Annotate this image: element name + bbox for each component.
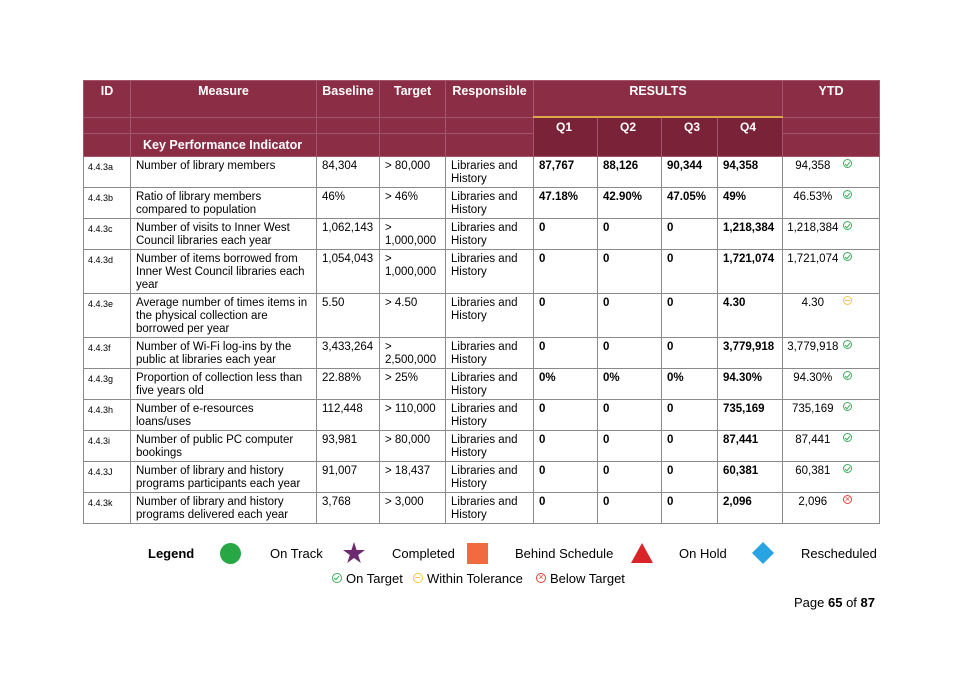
header-q2: Q2 [598, 117, 662, 156]
cell-q4: 94,358 [718, 156, 783, 187]
table-row [84, 368, 880, 399]
cell-q1: 0 [534, 461, 598, 492]
cell-q1: 0% [534, 368, 598, 399]
cell-baseline: 112,448 [317, 399, 380, 430]
on-target-icon [843, 340, 852, 349]
cell-q1: 0 [534, 337, 598, 368]
cell-q4: 49% [718, 187, 783, 218]
cell-q4: 4.30 [718, 293, 783, 337]
cell-measure: Average number of times items in the physical collection are borrowed per year [131, 293, 317, 337]
cell-target: > 1,000,000 [380, 249, 446, 293]
cell-id: 4.4.3b [84, 187, 131, 218]
header-id: ID [84, 81, 131, 118]
cell-baseline: 46% [317, 187, 380, 218]
cell-responsible: Libraries and History [446, 156, 534, 187]
cell-q4: 60,381 [718, 461, 783, 492]
cell-responsible: Libraries and History [446, 492, 534, 523]
cell-ytd: 2,096 [783, 492, 843, 523]
cell-status [843, 293, 880, 337]
cell-id: 4.4.3e [84, 293, 131, 337]
cell-ytd: 4.30 [783, 293, 843, 337]
cell-q3: 0% [662, 368, 718, 399]
cell-q1: 0 [534, 399, 598, 430]
cell-status [843, 218, 880, 249]
cell-q1: 0 [534, 218, 598, 249]
cell-measure: Number of e-resources loans/uses [131, 399, 317, 430]
cell-q4: 94.30% [718, 368, 783, 399]
cell-responsible: Libraries and History [446, 187, 534, 218]
cell-q1: 0 [534, 249, 598, 293]
cell-baseline: 3,768 [317, 492, 380, 523]
on-target-icon [843, 159, 852, 168]
header-kpi: Key Performance Indicator [131, 133, 317, 156]
cell-measure: Number of items borrowed from Inner West Council libraries each year [131, 249, 317, 293]
status-legend [0, 570, 955, 586]
cell-target: > 46% [380, 187, 446, 218]
cell-ytd: 87,441 [783, 430, 843, 461]
header-q4: Q4 [718, 117, 783, 156]
cell-id: 4.4.3g [84, 368, 131, 399]
header-spacer [380, 117, 446, 133]
header-spacer [84, 117, 131, 133]
cell-status [843, 156, 880, 187]
header-ytd: YTD [783, 81, 880, 118]
cell-status [843, 187, 880, 218]
cell-q1: 87,767 [534, 156, 598, 187]
cell-id: 4.4.3h [84, 399, 131, 430]
cell-q3: 0 [662, 461, 718, 492]
cell-target: > 18,437 [380, 461, 446, 492]
table-row [84, 293, 880, 337]
cell-q2: 88,126 [598, 156, 662, 187]
cell-ytd: 60,381 [783, 461, 843, 492]
cell-q4: 1,721,074 [718, 249, 783, 293]
header-spacer [446, 117, 534, 133]
legend-on-hold: On Hold [679, 546, 727, 561]
table-row [84, 492, 880, 523]
behind-schedule-icon [467, 543, 488, 564]
within-tolerance-icon [843, 296, 852, 305]
table-row [84, 461, 880, 492]
cell-q4: 735,169 [718, 399, 783, 430]
cell-id: 4.4.3c [84, 218, 131, 249]
on-target-icon [843, 221, 852, 230]
cell-id: 4.4.3i [84, 430, 131, 461]
header-responsible: Responsible [446, 81, 534, 118]
header-spacer [84, 133, 131, 156]
completed-icon [343, 542, 365, 564]
header-spacer [446, 133, 534, 156]
cell-measure: Number of library members [131, 156, 317, 187]
cell-responsible: Libraries and History [446, 337, 534, 368]
cell-q2: 0 [598, 218, 662, 249]
legend-title: Legend [148, 546, 195, 561]
cell-ytd: 1,218,384 [783, 218, 843, 249]
cell-target: > 2,500,000 [380, 337, 446, 368]
cell-q3: 0 [662, 249, 718, 293]
cell-q2: 0 [598, 461, 662, 492]
below-target-icon [536, 573, 546, 583]
below-target-icon [843, 495, 852, 504]
cell-status [843, 368, 880, 399]
cell-q3: 0 [662, 430, 718, 461]
cell-status [843, 461, 880, 492]
cell-ytd: 735,169 [783, 399, 843, 430]
cell-q3: 0 [662, 218, 718, 249]
legend-behind-schedule: Behind Schedule [515, 546, 614, 561]
status-on-target: On Target [346, 571, 403, 586]
cell-q2: 0 [598, 492, 662, 523]
table-row [84, 218, 880, 249]
on-target-icon [843, 252, 852, 261]
on-target-icon [843, 402, 852, 411]
header-q3: Q3 [662, 117, 718, 156]
cell-q4: 87,441 [718, 430, 783, 461]
cell-q3: 0 [662, 492, 718, 523]
cell-status [843, 430, 880, 461]
cell-target: > 1,000,000 [380, 218, 446, 249]
cell-baseline: 1,062,143 [317, 218, 380, 249]
on-hold-icon [631, 543, 653, 563]
cell-q3: 0 [662, 293, 718, 337]
table-row [84, 399, 880, 430]
cell-q4: 2,096 [718, 492, 783, 523]
header-measure: Measure [131, 81, 317, 118]
cell-measure: Number of public PC computer bookings [131, 430, 317, 461]
cell-q2: 0 [598, 430, 662, 461]
cell-id: 4.4.3f [84, 337, 131, 368]
cell-q1: 47.18% [534, 187, 598, 218]
legend [0, 540, 955, 570]
header-results: RESULTS [534, 81, 783, 118]
header-target: Target [380, 81, 446, 118]
cell-baseline: 91,007 [317, 461, 380, 492]
rescheduled-icon [752, 542, 774, 564]
cell-responsible: Libraries and History [446, 293, 534, 337]
cell-q4: 1,218,384 [718, 218, 783, 249]
cell-responsible: Libraries and History [446, 249, 534, 293]
cell-ytd: 1,721,074 [783, 249, 843, 293]
cell-q2: 42.90% [598, 187, 662, 218]
kpi-table-body [84, 156, 880, 523]
page-number [794, 595, 875, 610]
cell-q2: 0 [598, 337, 662, 368]
cell-baseline: 22.88% [317, 368, 380, 399]
page-of: of [846, 595, 857, 610]
cell-responsible: Libraries and History [446, 368, 534, 399]
cell-status [843, 492, 880, 523]
cell-id: 4.4.3d [84, 249, 131, 293]
cell-responsible: Libraries and History [446, 461, 534, 492]
cell-ytd: 3,779,918 [783, 337, 843, 368]
cell-q2: 0 [598, 249, 662, 293]
header-spacer [317, 117, 380, 133]
cell-id: 4.4.3J [84, 461, 131, 492]
header-baseline: Baseline [317, 81, 380, 118]
cell-ytd: 94,358 [783, 156, 843, 187]
cell-q4: 3,779,918 [718, 337, 783, 368]
cell-id: 4.4.3a [84, 156, 131, 187]
legend-on-track: On Track [270, 546, 323, 561]
cell-status [843, 337, 880, 368]
legend-rescheduled: Rescheduled [801, 546, 877, 561]
cell-q1: 0 [534, 430, 598, 461]
cell-target: > 110,000 [380, 399, 446, 430]
cell-baseline: 93,981 [317, 430, 380, 461]
on-target-icon [843, 433, 852, 442]
header-spacer [783, 133, 880, 156]
cell-target: > 3,000 [380, 492, 446, 523]
on-target-icon [843, 190, 852, 199]
header-spacer [783, 117, 880, 133]
header-spacer [380, 133, 446, 156]
page-current: 65 [827, 595, 843, 610]
on-target-icon [843, 371, 852, 380]
cell-q3: 47.05% [662, 187, 718, 218]
cell-q3: 90,344 [662, 156, 718, 187]
table-row [84, 337, 880, 368]
cell-responsible: Libraries and History [446, 399, 534, 430]
cell-measure: Number of library and history programs delivered each year [131, 492, 317, 523]
cell-ytd: 46.53% [783, 187, 843, 218]
within-tolerance-icon [413, 573, 423, 583]
on-track-icon [220, 543, 241, 564]
cell-responsible: Libraries and History [446, 218, 534, 249]
cell-target: > 80,000 [380, 430, 446, 461]
status-within-tolerance: Within Tolerance [427, 571, 523, 586]
table-row [84, 249, 880, 293]
table-row [84, 156, 880, 187]
kpi-table [83, 80, 880, 524]
cell-status [843, 399, 880, 430]
cell-baseline: 5.50 [317, 293, 380, 337]
cell-q2: 0% [598, 368, 662, 399]
page-prefix: Page [793, 595, 825, 610]
cell-target: > 4.50 [380, 293, 446, 337]
cell-q1: 0 [534, 293, 598, 337]
table-row [84, 430, 880, 461]
cell-measure: Proportion of collection less than five years old [131, 368, 317, 399]
header-spacer [131, 117, 317, 133]
cell-status [843, 249, 880, 293]
cell-baseline: 1,054,043 [317, 249, 380, 293]
header-spacer [317, 133, 380, 156]
cell-baseline: 84,304 [317, 156, 380, 187]
cell-id: 4.4.3k [84, 492, 131, 523]
cell-q2: 0 [598, 293, 662, 337]
cell-responsible: Libraries and History [446, 430, 534, 461]
on-target-icon [332, 573, 342, 583]
page-total: 87 [860, 595, 875, 610]
cell-target: > 80,000 [380, 156, 446, 187]
cell-measure: Ratio of library members compared to population [131, 187, 317, 218]
legend-completed: Completed [392, 546, 455, 561]
table-row [84, 187, 880, 218]
status-below-target: Below Target [550, 571, 625, 586]
cell-measure: Number of visits to Inner West Council libraries each year [131, 218, 317, 249]
header-q1: Q1 [534, 117, 598, 156]
cell-q3: 0 [662, 337, 718, 368]
cell-q1: 0 [534, 492, 598, 523]
cell-target: > 25% [380, 368, 446, 399]
cell-baseline: 3,433,264 [317, 337, 380, 368]
cell-measure: Number of Wi-Fi log-ins by the public at libraries each year [131, 337, 317, 368]
cell-measure: Number of library and history programs participants each year [131, 461, 317, 492]
cell-q2: 0 [598, 399, 662, 430]
cell-ytd: 94.30% [783, 368, 843, 399]
on-target-icon [843, 464, 852, 473]
cell-q3: 0 [662, 399, 718, 430]
